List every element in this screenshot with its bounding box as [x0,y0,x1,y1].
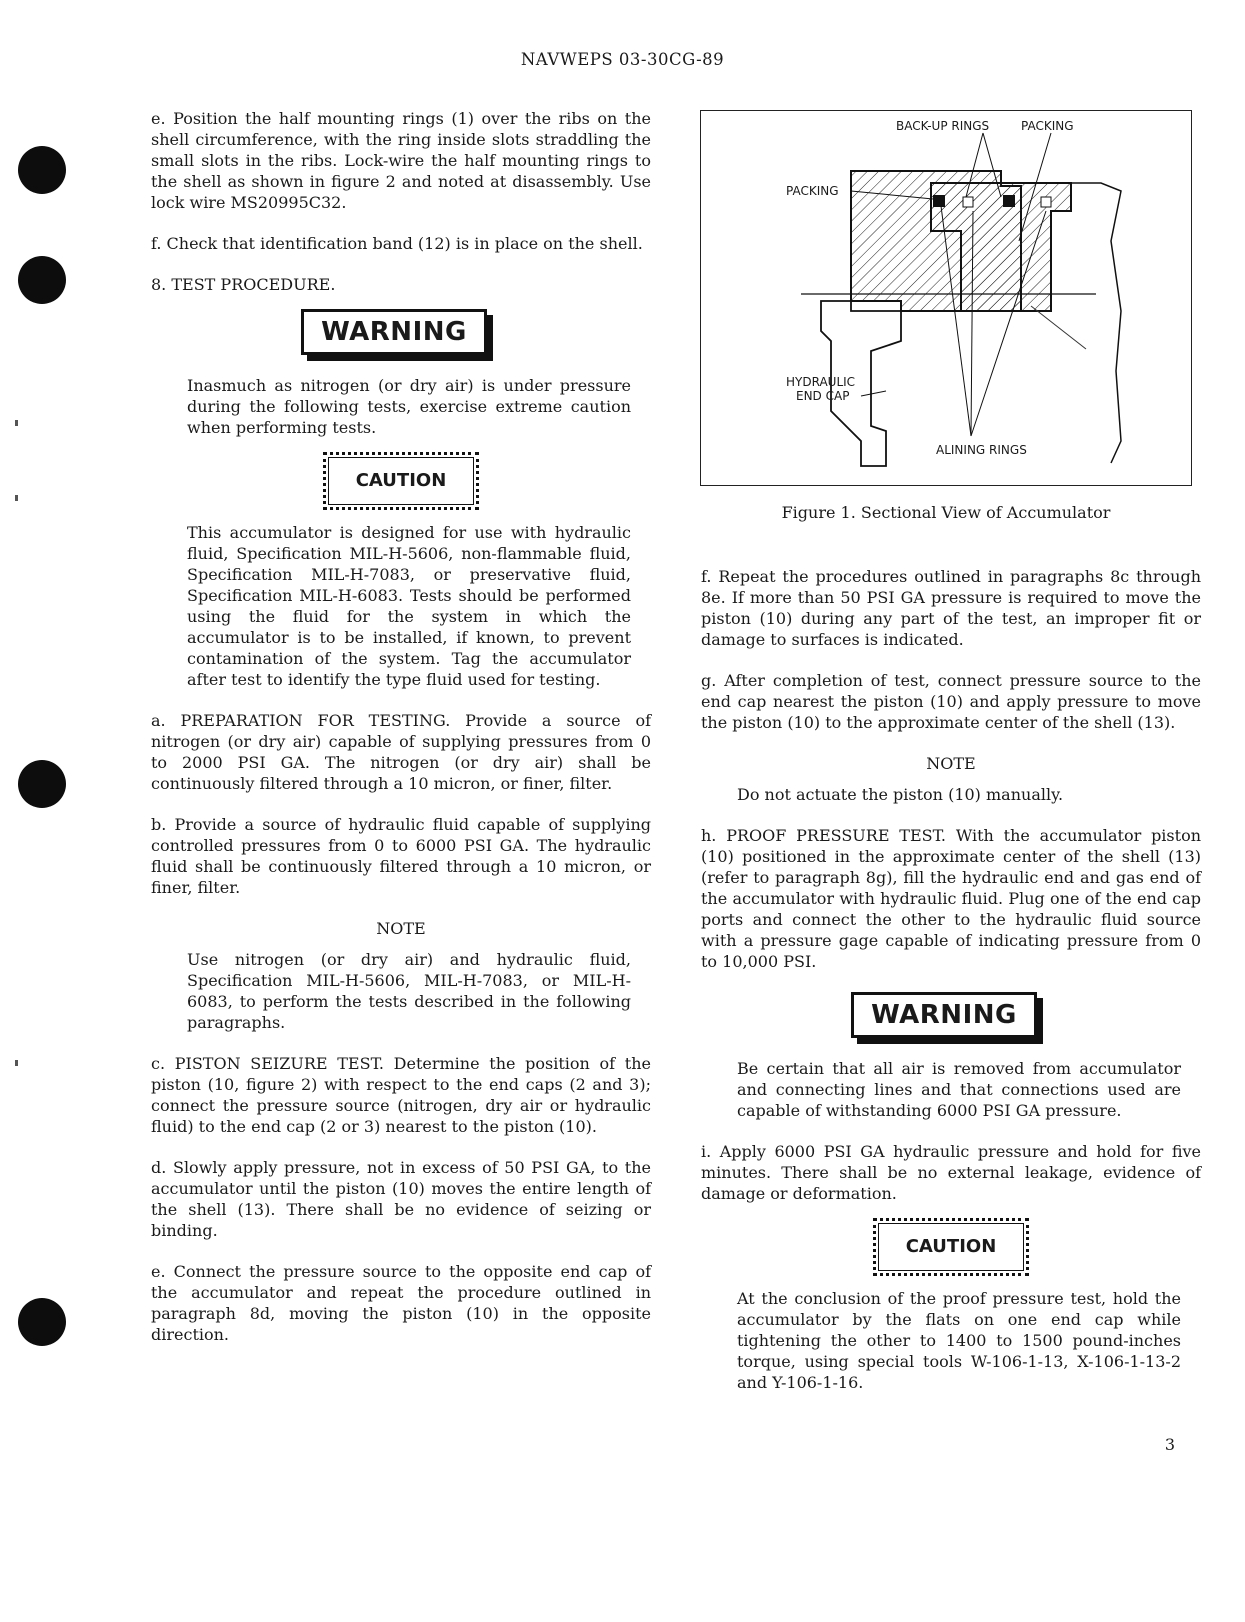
paragraph-8f: f. Repeat the procedures outlined in paragraphs 8c through 8e. If more than 50 PSI GA pressure is required to move the piston (10) during any part of the test, an improper fit or damage to surfaces is indicated. [701,567,1201,649]
warning-text: Be certain that all air is removed from accumulator and connecting lines and that connections used are capable of withstanding 6000 PSI GA pressure. [737,1059,1181,1120]
note-text: Do not actuate the piston (10) manually. [737,785,1064,804]
packing-seal [1003,195,1015,207]
paragraph-8g: g. After completion of test, connect pressure source to the end cap nearest the piston (10) and apply pressure to move the piston (10) to the approximate center of the shell (13). [701,671,1201,732]
note-label: NOTE [926,754,976,773]
label-alining-rings: ALINING RINGS [936,443,1027,457]
paragraph-7e: e. Position the half mounting rings (1) over the ribs on the shell circumference, with the ring inside slots straddling the small slots in the ribs. Lock-wire the half mounting rings to the shell as shown in figure 2 and noted at disassembly. Use lock wire MS20995C32. [151,109,651,212]
scan-mark [15,495,18,501]
label-packing-top: PACKING [1021,119,1074,133]
right-column [701,566,1201,1413]
backup-ring [963,197,973,207]
binder-hole [18,256,66,304]
shell-outline [1071,183,1121,463]
backup-ring [1041,197,1051,207]
warning-badge: WARNING [851,992,1037,1038]
caution-text: At the conclusion of the proof pressure test, hold the accumulator by the flats on one end cap while tightening the other to 1400 to 1500 pound-inches torque, using special tools W-106-1-13, X-106-1-13-2 and Y-106-1-16. [737,1289,1181,1392]
note-text: Use nitrogen (or dry air) and hydraulic fluid, Specification MIL-H-5606, MIL-H-7083, or MIL-H-6083, to perform the tests described in the following paragraphs. [187,950,631,1032]
paragraph-8c: c. PISTON SEIZURE TEST. Determine the position of the piston (10, figure 2) with respect to the end caps (2 and 3); connect the pressure source (nitrogen, dry air or hydraulic fluid) to the end cap (2 or 3) nearest to the piston (10). [151,1054,651,1136]
paragraph-8d: d. Slowly apply pressure, not in excess of 50 PSI GA, to the accumulator until the piston (10) moves the entire length of the shell (13). There shall be no evidence of seizing or binding. [151,1158,651,1240]
binder-hole [18,760,66,808]
caution-badge: CAUTION [873,1218,1029,1276]
figure-caption: Figure 1. Sectional View of Accumulator [781,503,1111,522]
paragraph-8e: e. Connect the pressure source to the opposite end cap of the accumulator and repeat the procedure outlined in paragraph 8d, moving the piston (10) in the opposite direction. [151,1262,651,1344]
figure-sectional-view [700,110,1192,486]
document-number: NAVWEPS 03-30CG-89 [520,50,725,69]
piston-edge [1031,306,1086,349]
paragraph-8h: h. PROOF PRESSURE TEST. With the accumulator piston (10) positioned in the approximate center of the shell (13) (refer to paragraph 8g), fill the hydraulic end and gas end of the accumulator with hydraulic fluid. Plug one of the end cap ports and connect the other to the hydraulic fluid source with a pressure gage capable of indicating pressure from 0 to 10,000 PSI. [701,826,1201,971]
paragraph-8a: a. PREPARATION FOR TESTING. Provide a source of nitrogen (or dry air) capable of supplying pressures from 0 to 2000 PSI GA. The nitrogen (or dry air) shall be continuously filtered through a 10 micron, or finer, filter. [151,711,651,793]
binder-hole [18,146,66,194]
accumulator-diagram [701,111,1191,485]
note-label: NOTE [376,919,426,938]
label-end-cap: END CAP [796,389,850,403]
section-heading: 8. TEST PROCEDURE. [151,275,336,294]
label-hydraulic: HYDRAULIC [786,375,856,389]
paragraph-7f: f. Check that identification band (12) is in place on the shell. [151,234,643,253]
scan-mark [15,1060,18,1066]
caution-text: This accumulator is designed for use with hydraulic fluid, Specification MIL-H-5606, non-flammable fluid, Specification MIL-H-7083, or preservative fluid, Specification MIL-H-6083. Tests should be performed using the fluid for the system in which the accumulator is to be installed, if known, to prevent contamination of the system. Tag the accumulator after test to identify the type fluid used for testing. [187,523,631,689]
warning-badge: WARNING [301,309,487,355]
caution-badge: CAUTION [323,452,479,510]
label-packing-left: PACKING [786,184,839,198]
paragraph-8i: i. Apply 6000 PSI GA hydraulic pressure and hold for five minutes. There shall be no external leakage, evidence of damage or deformation. [701,1142,1201,1203]
page-number: 3 [1164,1435,1175,1454]
warning-text: Inasmuch as nitrogen (or dry air) is under pressure during the following tests, exercise extreme caution when performing tests. [187,376,631,437]
scan-mark [15,420,18,426]
packing-seal [933,195,945,207]
label-backup-rings: BACK-UP RINGS [896,119,990,133]
left-column [151,108,651,1365]
paragraph-8b: b. Provide a source of hydraulic fluid capable of supplying controlled pressures from 0 to 6000 PSI GA. The hydraulic fluid shall be continuously filtered through a 10 micron, or finer, filter. [151,815,651,897]
binder-hole [18,1298,66,1346]
